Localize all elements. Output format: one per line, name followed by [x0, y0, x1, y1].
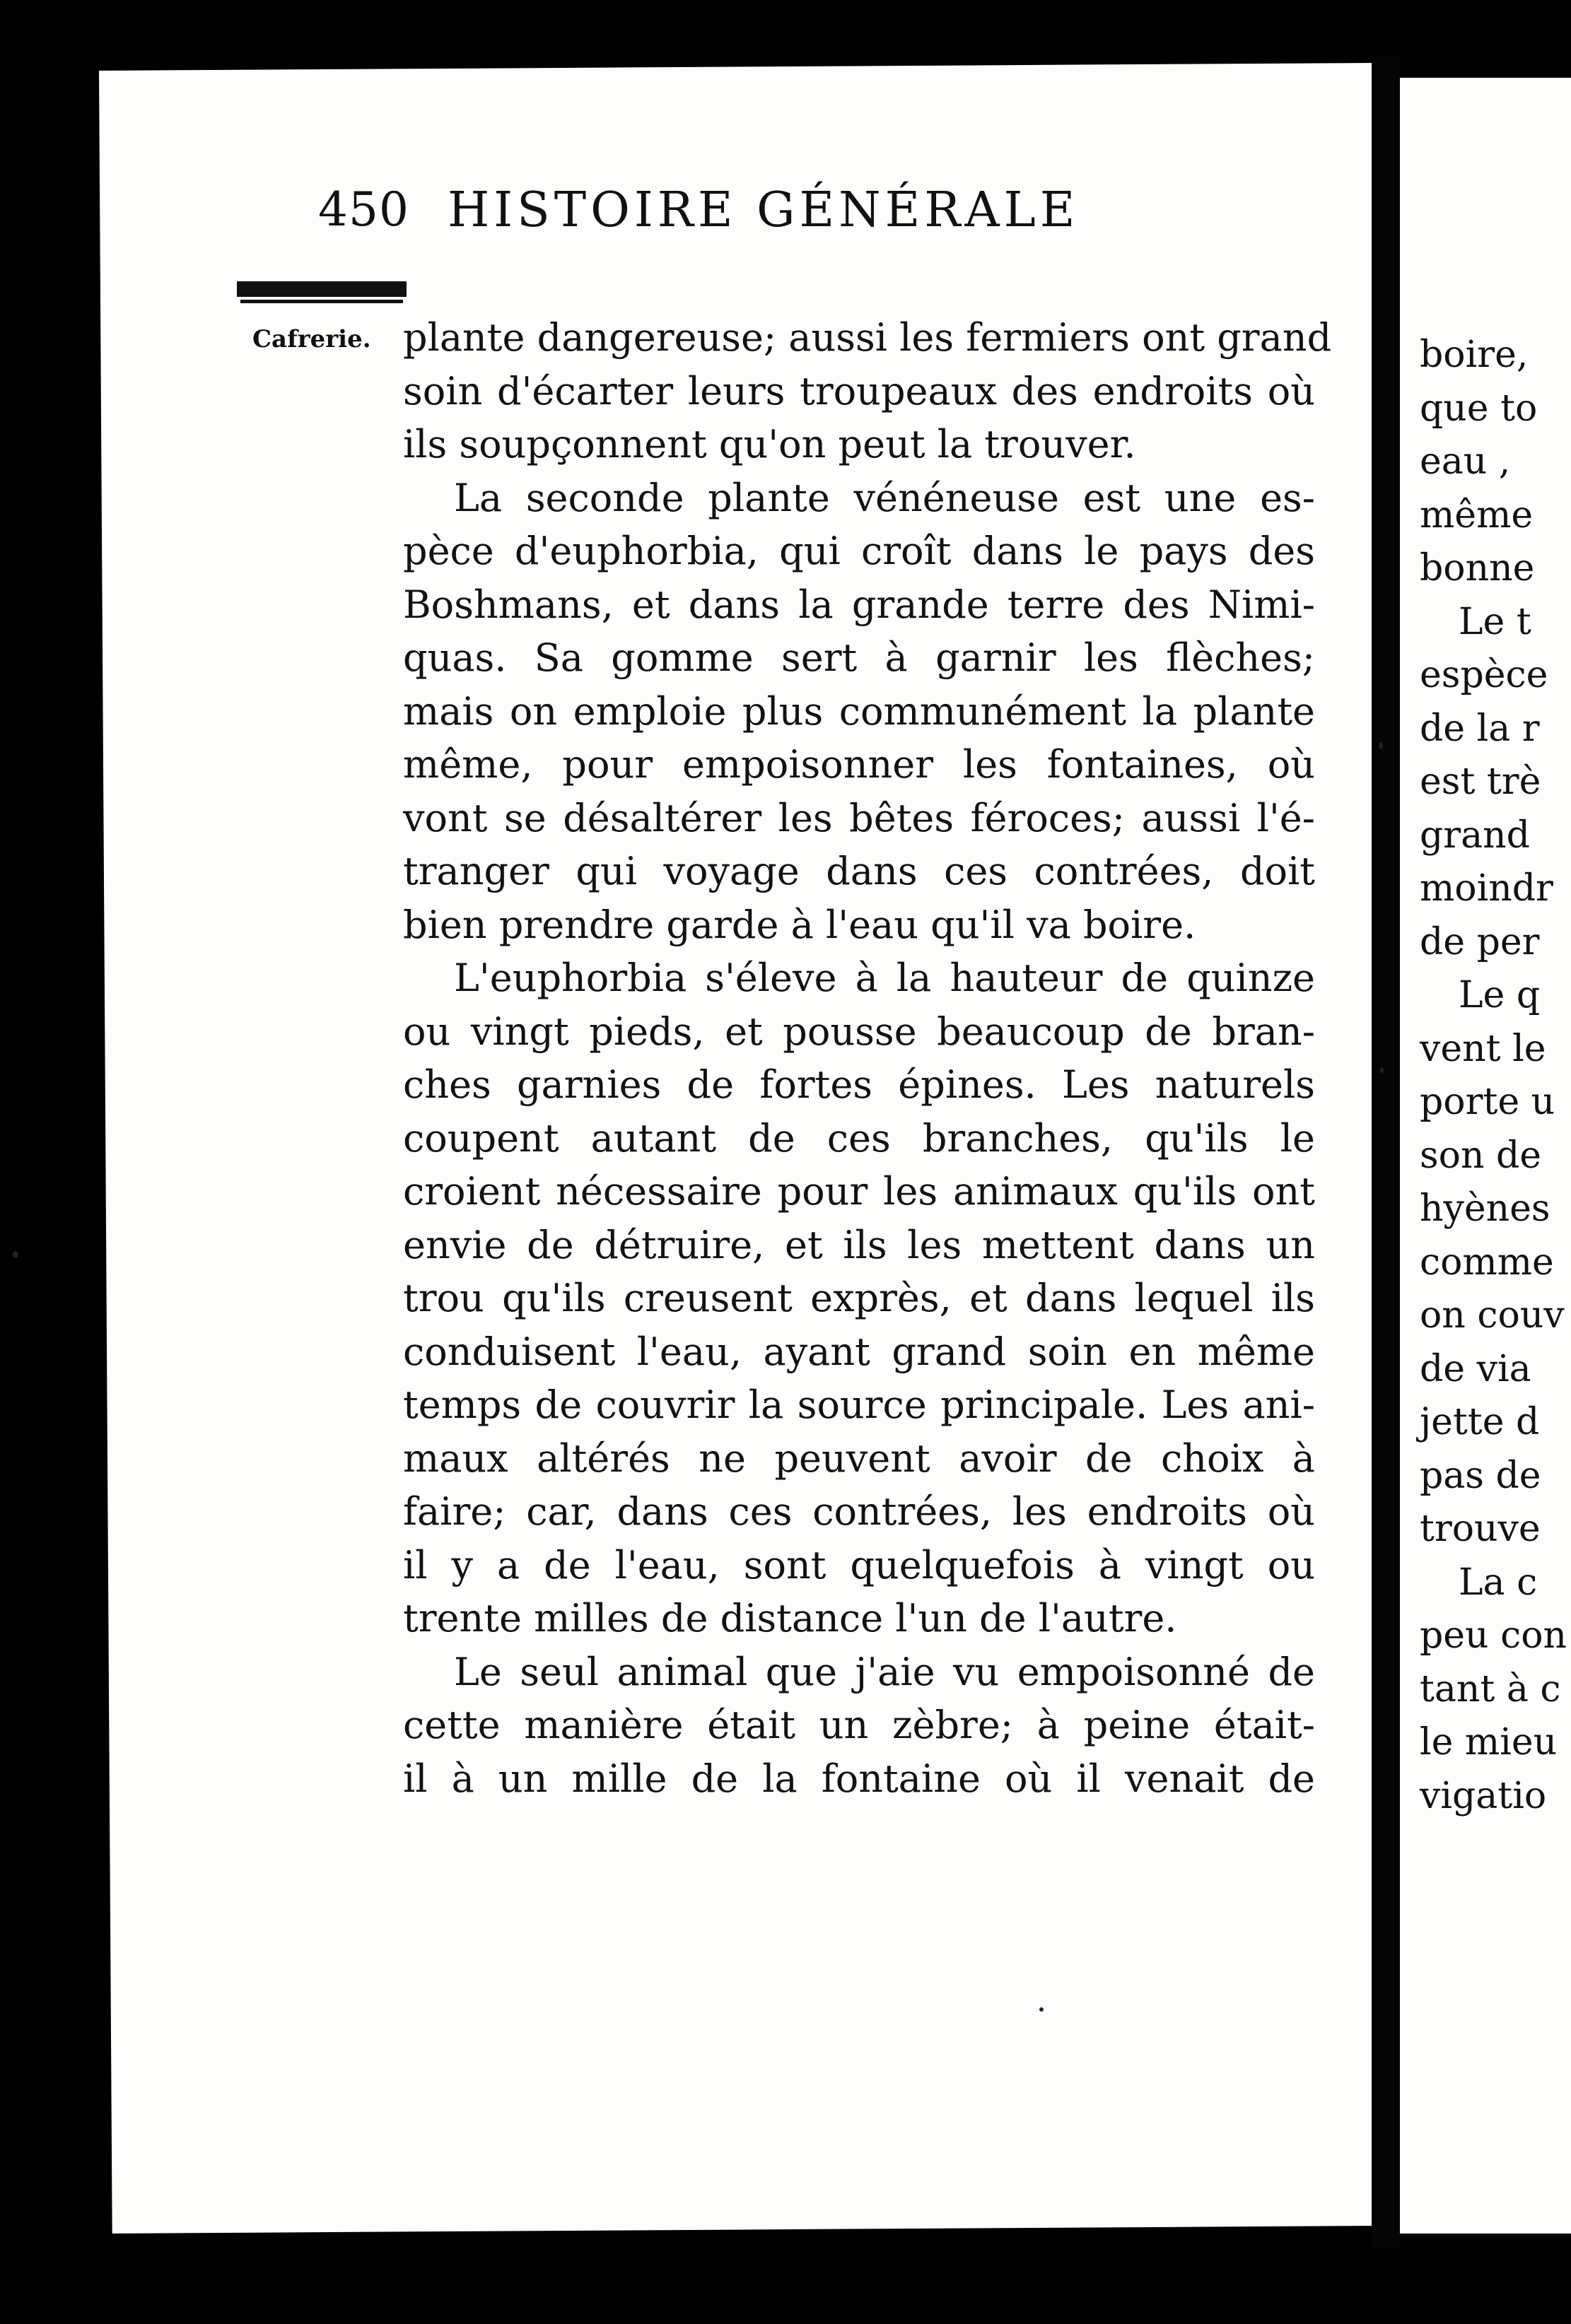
right-line: de via [1420, 1347, 1531, 1390]
right-line: jette d [1420, 1401, 1540, 1443]
text-line: trente milles de distance l'un de l'autre. [403, 1596, 1177, 1641]
right-line: même [1420, 493, 1534, 536]
text-line: envie de détruire, et ils les mettent dans un [403, 1222, 1315, 1267]
text-line: trou qu'ils creusent exprès, et dans lequel ils [403, 1276, 1315, 1320]
text-line: temps de couvrir la source principale. Les ani- [403, 1383, 1315, 1427]
text-line: il à un mille de la fontaine où il venait de [403, 1756, 1315, 1801]
text-line: bien prendre garde à l'eau qu'il va boire. [403, 902, 1196, 947]
right-line: Le t [1459, 600, 1531, 643]
right-line: vigatio [1420, 1774, 1547, 1817]
text-line: tranger qui voyage dans ces contrées, doit [403, 849, 1315, 893]
text-line: ils soupçonnent qu'on peut la trouver. [403, 422, 1136, 466]
scan-speck [13, 1251, 18, 1258]
right-line: on couv [1420, 1294, 1565, 1337]
text-line: il y a de l'eau, sont quelquefois à vingt ou [403, 1542, 1315, 1588]
right-line: est trè [1420, 761, 1541, 803]
right-line: pas de [1420, 1454, 1541, 1497]
text-line: quas. Sa gomme sert à garnir les flèches; [403, 635, 1315, 680]
scan-speck [1380, 1067, 1384, 1073]
text-line: plante dangereuse; aussi les fermiers ont grand [403, 315, 1332, 360]
scan-speck [1379, 742, 1383, 749]
right-line: peu con [1420, 1614, 1567, 1657]
right-line: que to [1420, 387, 1538, 430]
scan-speck [1039, 2007, 1044, 2012]
text-line: La seconde plante vénéneuse est une es- [454, 475, 1315, 520]
text-line: conduisent l'eau, ayant grand soin en même [403, 1329, 1315, 1374]
right-line: vent le [1420, 1027, 1546, 1070]
text-line: ches garnies de fortes épines. Les naturels [403, 1062, 1315, 1107]
text-line: croient nécessaire pour les animaux qu'ils ont [403, 1169, 1315, 1214]
book-gutter [1372, 57, 1400, 2248]
page-number: 450 [318, 182, 409, 237]
right-line: La c [1459, 1561, 1538, 1604]
text-line: même, pour empoisonner les fontaines, où [403, 742, 1315, 787]
right-line: de per [1420, 920, 1540, 963]
margin-note: Cafrerie. [252, 325, 371, 353]
text-line: faire; car, dans ces contrées, les endroits où [403, 1489, 1315, 1534]
text-line: Le seul animal que j'aie vu empoisonné de [454, 1649, 1315, 1694]
right-line: le mieu [1420, 1721, 1558, 1763]
right-line: grand [1420, 814, 1530, 857]
margin-rule-thin [240, 300, 403, 303]
right-line: espèce [1420, 654, 1548, 696]
text-line: cette manière était un zèbre; à peine était- [403, 1703, 1315, 1747]
text-line: Boshmans, et dans la grande terre des Nimi- [403, 582, 1315, 627]
right-line: tant à c [1420, 1667, 1561, 1710]
right-page-text [1420, 329, 1571, 1823]
right-page [1400, 78, 1571, 2234]
page-header [318, 182, 1237, 260]
text-line: coupent autant de ces branches, qu'ils le [403, 1115, 1315, 1161]
running-title: HISTOIRE GÉNÉRALE [448, 182, 1080, 238]
right-line: porte u [1420, 1081, 1555, 1123]
text-line: maux altérés ne peuvent avoir de choix à [403, 1436, 1315, 1481]
right-line: comme [1420, 1240, 1554, 1284]
right-line: moindr [1420, 867, 1553, 910]
right-line: son de [1420, 1134, 1542, 1177]
text-line: ou vingt pieds, et pousse beaucoup de bran- [403, 1009, 1315, 1054]
right-line: eau , [1420, 440, 1511, 483]
right-line: Le q [1459, 974, 1541, 1016]
text-line: L'euphorbia s'éleve à la hauteur de quinze [454, 956, 1315, 1000]
right-line: de la r [1420, 707, 1540, 750]
text-line: mais on emploie plus communément la plante [403, 688, 1315, 734]
margin-rule [237, 281, 407, 297]
right-line: boire, [1420, 334, 1529, 376]
right-line: hyènes [1420, 1187, 1550, 1230]
right-line: bonne [1420, 547, 1535, 589]
right-line: trouve [1420, 1508, 1541, 1550]
text-line: vont se désaltérer les bêtes féroces; aussi l'é- [403, 795, 1315, 840]
body-text [403, 311, 1332, 1805]
text-line: pèce d'euphorbia, qui croît dans le pays des [403, 529, 1315, 573]
text-line: soin d'écarter leurs troupeaux des endroits où [403, 368, 1315, 413]
